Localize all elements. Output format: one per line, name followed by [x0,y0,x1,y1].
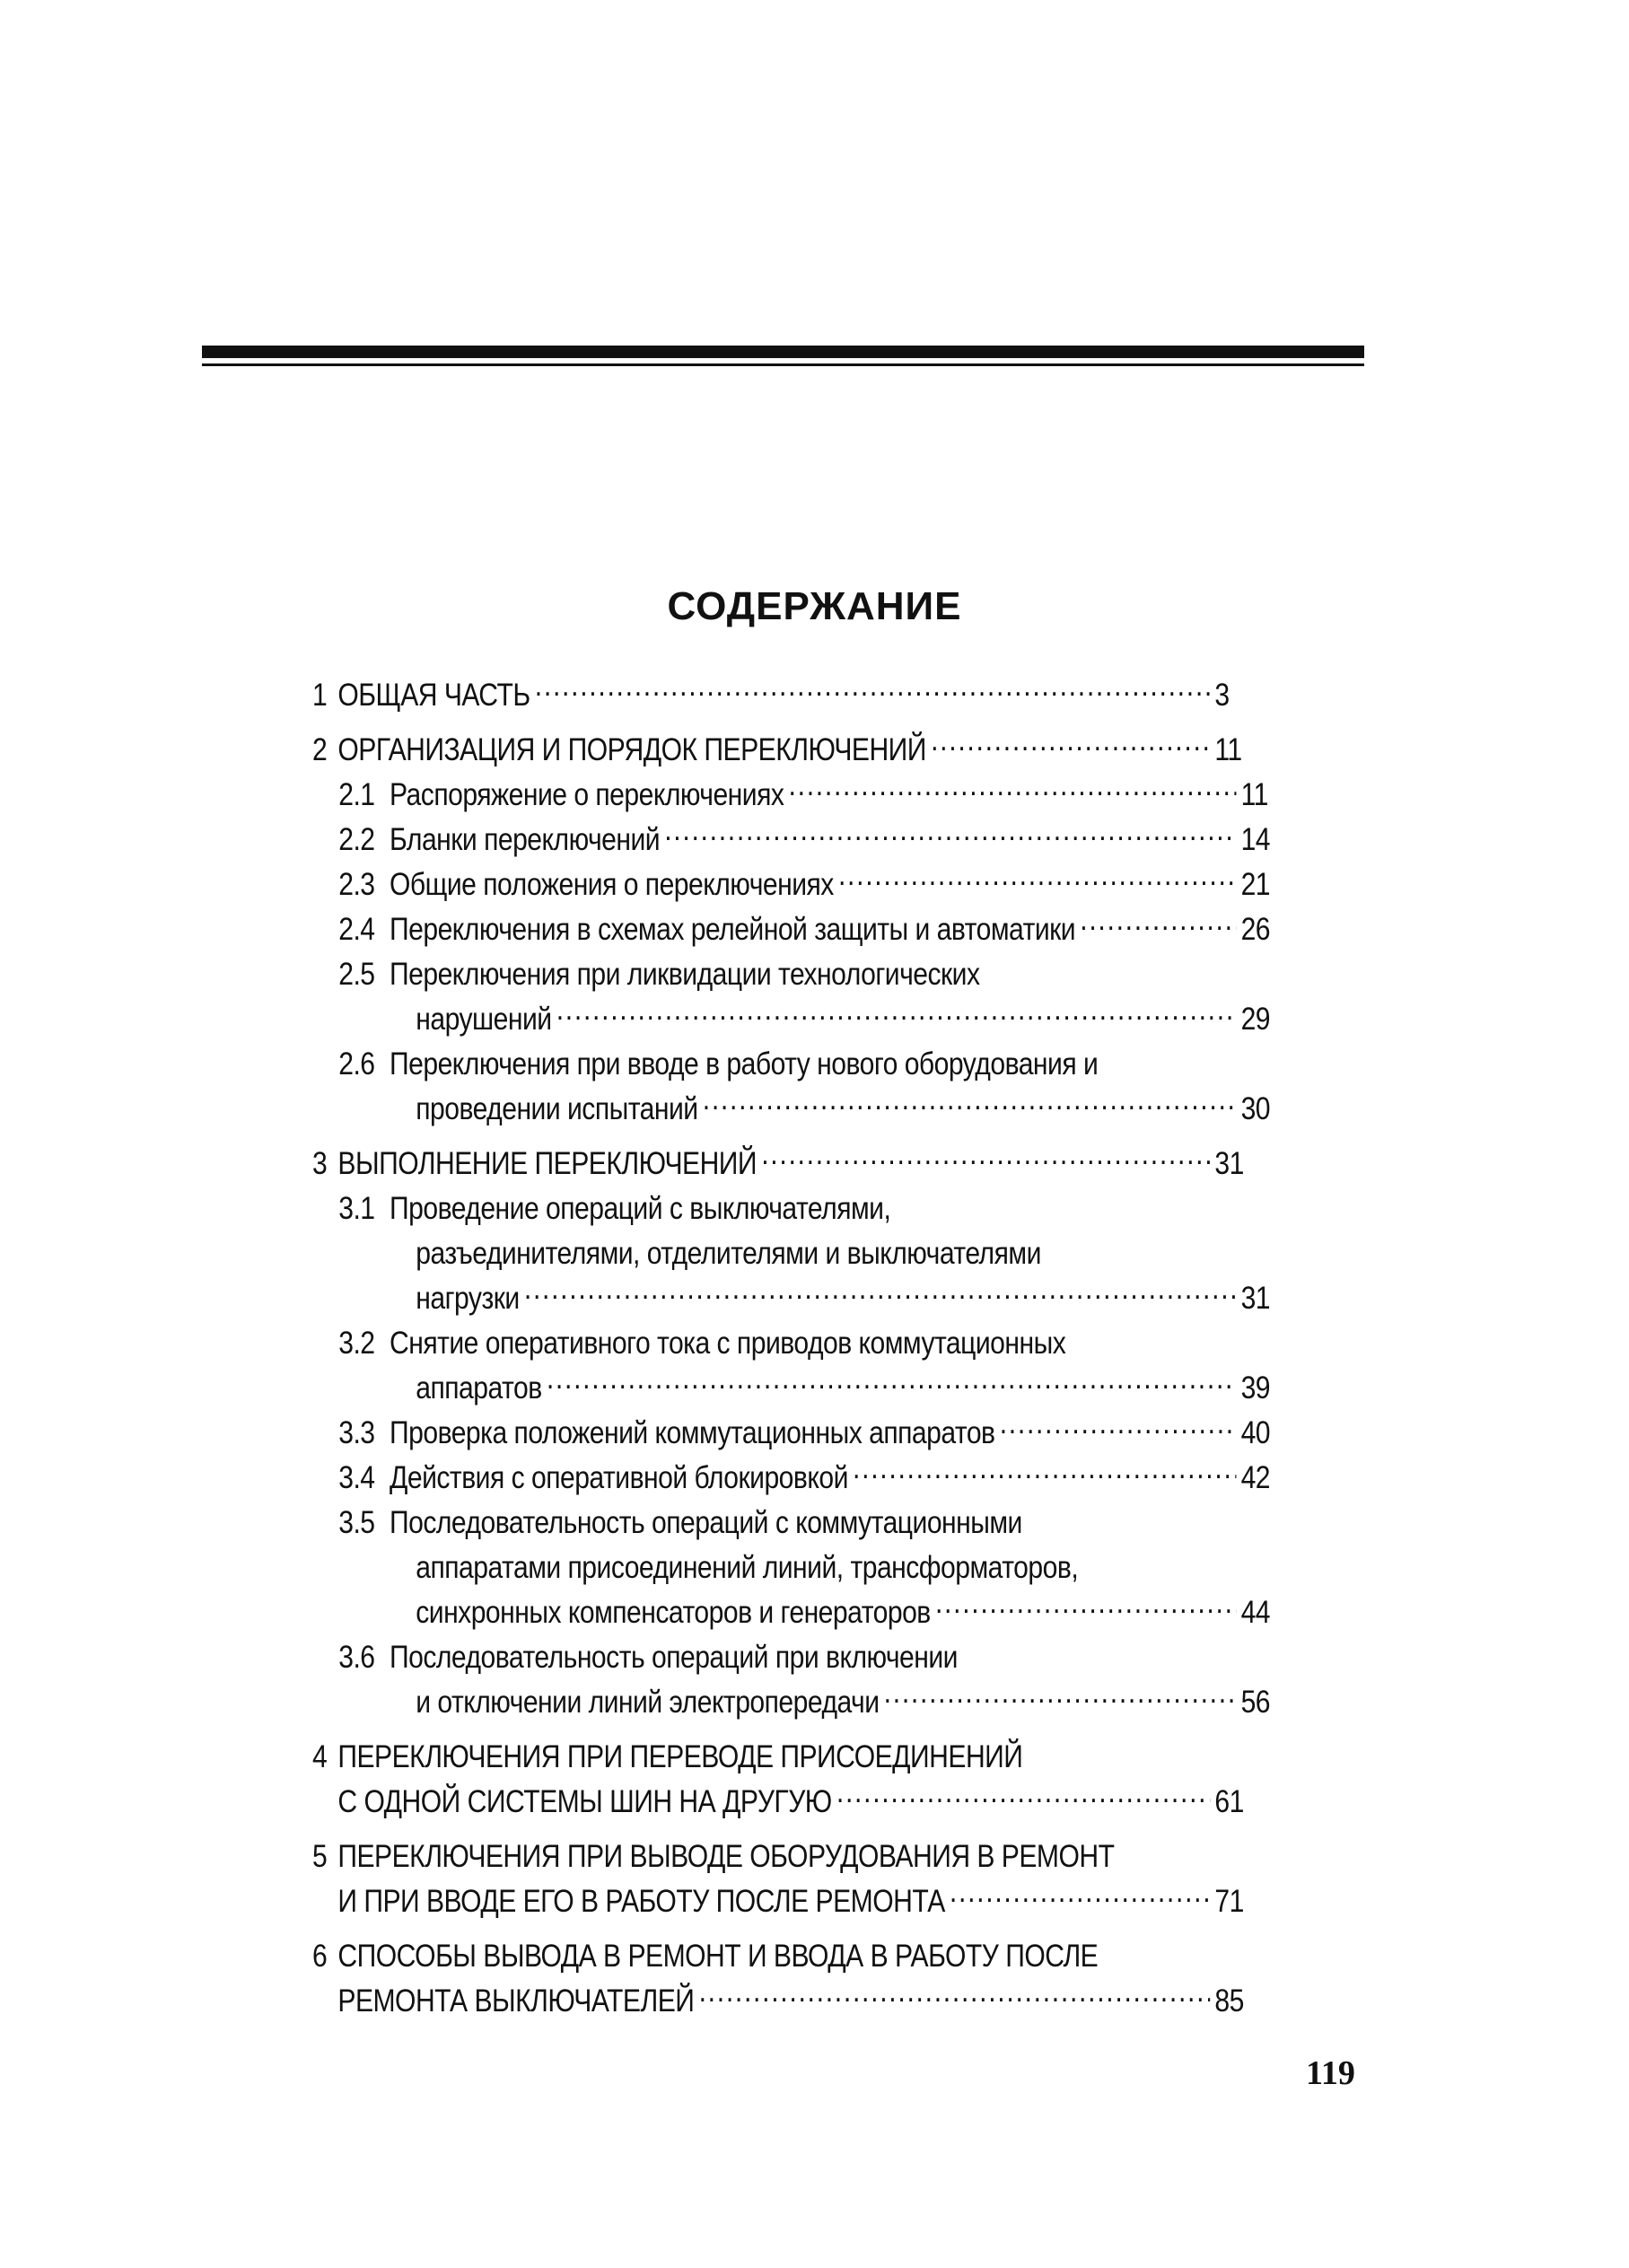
toc-leader-dots [950,1880,1210,1912]
toc-entry-text: Переключения в схемах релейной защиты и автоматики [390,912,1076,947]
toc-entry [312,1934,1246,2024]
toc-line [338,997,1272,1042]
toc-entry [312,1735,1246,1825]
toc-page-number: 3 [1214,678,1230,713]
toc-entry [312,952,1272,1042]
toc-entry [312,773,1272,818]
toc-leader-dots [931,729,1210,760]
toc-entry [312,1321,1272,1411]
toc-entry-text: аппаратами присоединений линий, трансформаторов, [416,1550,1079,1585]
toc-leader-dots [524,1277,1237,1309]
toc-entry-text: Общие положения о переключениях [390,867,834,902]
toc-line [338,1187,1272,1231]
toc-entry-text: разъединителями, отделителями и выключателями [416,1236,1041,1271]
toc-leader-dots [836,1781,1210,1812]
toc-entry-number: 2.3 [338,867,375,902]
toc-line [338,1680,1272,1725]
toc-line [312,1979,1246,2024]
toc-leader-dots [664,819,1236,850]
toc-entry [312,863,1272,907]
toc-entry-number: 2.6 [338,1046,375,1081]
toc-entry [312,1042,1272,1132]
toc-leader-dots [547,1367,1237,1398]
toc-page-number: 11 [1240,777,1268,812]
toc-line [338,1411,1272,1456]
toc-line [312,1835,1246,1879]
toc-page-number: 39 [1240,1370,1271,1405]
toc-entry-text: ПЕРЕКЛЮЧЕНИЯ ПРИ ПЕРЕВОДЕ ПРИСОЕДИНЕНИЙ [337,1739,1023,1774]
toc-line [338,1501,1272,1546]
toc-line [312,1879,1246,1924]
toc-line [338,952,1272,997]
toc-leader-dots [761,1143,1210,1174]
toc-line [338,818,1272,863]
toc-entry-text: ПЕРЕКЛЮЧЕНИЯ ПРИ ВЫВОДЕ ОБОРУДОВАНИЯ В РЕМОНТ [337,1839,1115,1874]
toc-entry-number: 3.3 [338,1415,375,1450]
toc-entry-text: Проведение операций с выключателями, [390,1191,891,1226]
toc-line [312,1142,1246,1187]
toc-line [312,1780,1246,1825]
toc-page-number: 29 [1240,1002,1271,1037]
toc-entry-number: 5 [312,1839,328,1874]
toc-entry [312,1456,1272,1501]
toc-leader-dots [935,1591,1236,1623]
toc-leader-dots [853,1457,1236,1488]
toc-page-number: 14 [1240,822,1271,857]
toc-entry [312,1835,1246,1924]
toc-line [338,773,1272,818]
toc-line [312,728,1246,773]
toc-entry-text: Действия с оперативной блокировкой [390,1460,848,1495]
toc-entry-number: 2.4 [338,912,375,947]
page-number: 119 [1306,2054,1355,2092]
toc-line [338,1321,1272,1366]
toc-entry-text: ОРГАНИЗАЦИЯ И ПОРЯДОК ПЕРЕКЛЮЧЕНИЙ [337,732,926,767]
toc-entry-text: Бланки переключений [390,822,661,857]
toc-line [338,1087,1272,1132]
toc-entry [312,1635,1272,1725]
toc-leader-dots [535,674,1210,705]
toc-page-number: 44 [1240,1595,1271,1630]
toc-entry-number: 4 [312,1739,328,1774]
toc-entry-number: 3.2 [338,1326,375,1361]
toc-entry-number: 2 [312,732,328,767]
toc-page-number: 56 [1240,1685,1271,1720]
toc-entry-text: Проверка положений коммутационных аппаратов [390,1415,995,1450]
toc-page-number: 30 [1240,1091,1271,1126]
toc-entry-number: 1 [312,678,328,713]
toc-entry-text: проведении испытаний [416,1091,698,1126]
toc-entry [312,728,1246,773]
toc-entry-text: и отключении линий электропередачи [416,1685,880,1720]
toc-entry-number: 2.1 [338,777,375,812]
toc-page-number: 40 [1240,1415,1271,1450]
toc-entry-text: Распоряжение о переключениях [390,777,784,812]
toc-entry-text: Снятие оперативного тока с приводов коммутационных [390,1326,1066,1361]
toc-leader-dots [556,998,1237,1029]
toc-entry-text: Последовательность операций с коммутационными [390,1505,1022,1540]
toc-entry-text: аппаратов [416,1370,542,1405]
page-title: СОДЕРЖАНИЕ [667,584,962,628]
toc-entry-text: Переключения при ликвидации технологических [390,957,980,992]
toc-page-number: 42 [1240,1460,1271,1495]
toc-entry-text: Переключения при вводе в работу нового оборудования и [390,1046,1099,1081]
toc-line [312,1735,1246,1780]
toc-entry [312,1142,1246,1187]
toc-line [338,1590,1272,1635]
toc-line [338,1231,1272,1276]
toc-page-number: 11 [1214,732,1242,767]
toc-line [312,673,1246,718]
toc-leader-dots [884,1681,1237,1712]
toc-page-number: 71 [1214,1884,1244,1919]
toc-line [338,1366,1272,1411]
toc-entry-text: ОБЩАЯ ЧАСТЬ [337,678,530,713]
toc-entry-number: 3 [312,1146,328,1181]
toc-line [338,1276,1272,1321]
toc-leader-dots [699,1980,1211,2011]
toc-entry-text: нагрузки [416,1281,520,1316]
toc-entry-text: И ПРИ ВВОДЕ ЕГО В РАБОТУ ПОСЛЕ РЕМОНТА [337,1884,945,1919]
toc-entry-text: РЕМОНТА ВЫКЛЮЧАТЕЛЕЙ [337,1983,695,2018]
toc-leader-dots [838,863,1236,895]
header-rule-thick [202,346,1364,358]
toc-entry-number: 2.2 [338,822,375,857]
toc-entry-text: ВЫПОЛНЕНИЕ ПЕРЕКЛЮЧЕНИЙ [337,1146,758,1181]
header-rule-thin [202,363,1364,366]
toc-page-number: 31 [1240,1281,1271,1316]
toc-entry-number: 3.1 [338,1191,375,1226]
toc-entry-number: 2.5 [338,957,375,992]
toc-entry-number: 3.5 [338,1505,375,1540]
toc-entry [312,1411,1272,1456]
toc-line [338,1635,1272,1680]
toc-page-number: 31 [1214,1146,1244,1181]
toc-leader-dots [1000,1412,1237,1443]
toc-entry-text: С ОДНОЙ СИСТЕМЫ ШИН НА ДРУГУЮ [337,1784,832,1819]
toc-leader-dots [1080,908,1236,940]
toc-entry [312,907,1272,952]
toc-entry [312,1187,1272,1321]
toc-leader-dots [789,774,1237,805]
toc-line [338,863,1272,907]
toc-entry-text: синхронных компенсаторов и генераторов [416,1595,931,1630]
table-of-contents [312,673,1271,2024]
toc-page-number: 61 [1214,1784,1244,1819]
toc-entry-number: 6 [312,1939,328,1974]
toc-entry-text: Последовательность операций при включении [390,1640,958,1675]
toc-page-number: 21 [1240,867,1271,902]
toc-entry-text: нарушений [416,1002,552,1037]
toc-page-number: 26 [1240,912,1271,947]
toc-line [338,1456,1272,1501]
toc-entry [312,1501,1272,1635]
toc-entry [312,673,1246,718]
toc-line [338,1546,1272,1590]
toc-entry-number: 3.4 [338,1460,375,1495]
toc-entry-number: 3.6 [338,1640,375,1675]
toc-line [338,1042,1272,1087]
toc-line [338,907,1272,952]
toc-page-number: 85 [1214,1983,1244,2018]
toc-line [312,1934,1246,1979]
toc-entry [312,818,1272,863]
toc-entry-text: СПОСОБЫ ВЫВОДА В РЕМОНТ И ВВОДА В РАБОТУ ПОСЛЕ [337,1939,1099,1974]
toc-leader-dots [703,1088,1237,1119]
